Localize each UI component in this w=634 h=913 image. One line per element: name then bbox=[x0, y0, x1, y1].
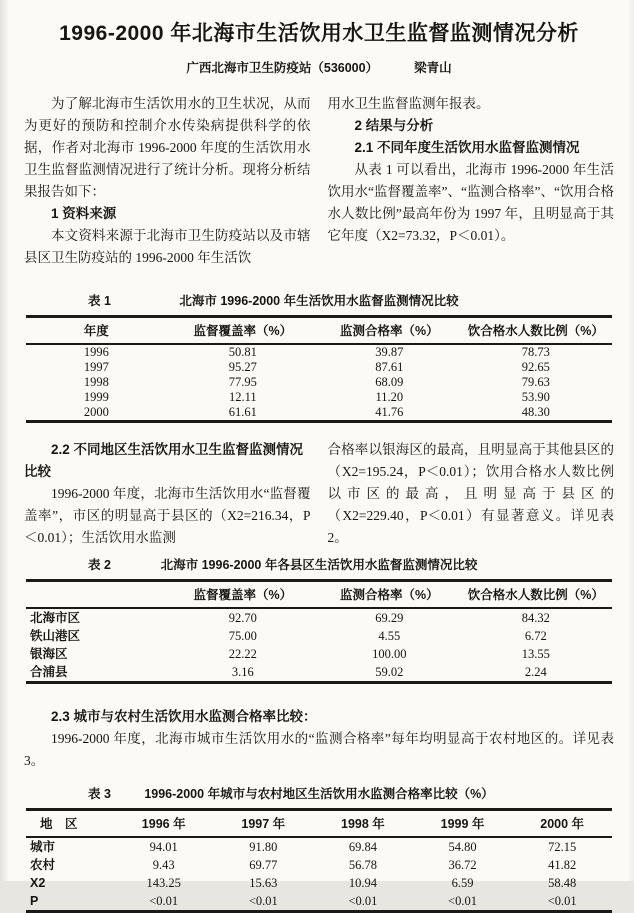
cell-value: 6.72 bbox=[524, 628, 547, 643]
cell-year: 1999 bbox=[83, 390, 109, 404]
table-row bbox=[26, 375, 612, 390]
cell-value: 69.84 bbox=[348, 839, 377, 854]
table1-title: 北海市 1996-2000 年生活饮用水监督监测情况比较 bbox=[179, 294, 459, 308]
table1-header-cell: 饮合格水人数比例（%） bbox=[460, 317, 612, 345]
cell-year: 2000 bbox=[83, 405, 109, 419]
cell-value: 41.82 bbox=[548, 857, 577, 872]
table1-header-cell: 监测合格率（%） bbox=[319, 317, 460, 345]
cell-district: 北海市区 bbox=[30, 610, 81, 625]
table1-label: 表 1 bbox=[88, 294, 111, 308]
table2-header-cell: 监测合格率（%） bbox=[319, 581, 460, 609]
section-2-2-paragraph: 1996-2000 年度，北海市生活饮用水“监督覆盖率”，市区的明显高于县区的（X2=216.34，P＜0.01）；生活饮用水监测 bbox=[24, 486, 311, 545]
cell-value: 41.76 bbox=[375, 405, 404, 419]
table3-header-cell: 地 区 bbox=[26, 810, 114, 838]
table2 bbox=[26, 579, 612, 684]
cell-value: 50.81 bbox=[228, 345, 257, 359]
cell-value: 87.61 bbox=[375, 360, 404, 374]
section-2-1-paragraph: 从表 1 可以看出，北海市 1996-2000 年生活饮用水“监督覆盖率”、“监测合格率”、“饮用合格水人数比例”最高年份为 1997 年，且明显高于其它年度（X2=73.32，P＜0.01）。 bbox=[327, 162, 614, 243]
cell-district: 银海区 bbox=[30, 646, 68, 661]
intro-columns bbox=[24, 93, 614, 269]
table3-header-cell: 1999 年 bbox=[413, 810, 513, 838]
cell-value: 75.00 bbox=[228, 628, 257, 643]
cell-value: 61.61 bbox=[228, 405, 257, 419]
cell-value: <0.01 bbox=[348, 893, 378, 908]
table-row bbox=[26, 608, 612, 627]
cell-value: 92.65 bbox=[521, 360, 550, 374]
table-row bbox=[26, 892, 612, 912]
table2-caption bbox=[26, 557, 612, 573]
table3-title: 1996-2000 年城市与农村地区生活饮用水监测合格率比较（%） bbox=[144, 787, 494, 801]
cell-district: 铁山港区 bbox=[30, 628, 81, 643]
table2-header-row bbox=[26, 581, 612, 609]
cell-value: <0.01 bbox=[448, 893, 477, 908]
table3-label: 表 3 bbox=[88, 787, 111, 801]
page-title: 1996-2000 年北海市生活饮用水卫生监督监测情况分析 bbox=[59, 22, 579, 45]
cell-value: 6.59 bbox=[451, 875, 474, 890]
section-2-2-columns bbox=[24, 439, 614, 549]
cell-year: 1998 bbox=[83, 375, 109, 389]
cell-value: 56.78 bbox=[348, 857, 377, 872]
cell-value: 54.80 bbox=[448, 839, 477, 854]
table1-block bbox=[26, 293, 612, 423]
cell-area: X2 bbox=[30, 875, 46, 890]
cell-value: 2.24 bbox=[524, 664, 547, 679]
cell-value: 48.30 bbox=[521, 405, 550, 419]
cell-value: 15.63 bbox=[249, 875, 278, 890]
table1-caption bbox=[26, 293, 612, 309]
table1 bbox=[26, 315, 612, 423]
cell-value: 78.73 bbox=[521, 345, 550, 359]
table2-header-cell bbox=[26, 581, 167, 609]
cell-district: 合浦县 bbox=[30, 664, 68, 679]
table1-header-cell: 年度 bbox=[26, 317, 167, 345]
cell-area: 农村 bbox=[30, 857, 56, 872]
source-paragraph: 本文资料来源于北海市卫生防疫站以及市辖县区卫生防疫站的 1996-2000 年生活饮 bbox=[24, 228, 311, 265]
cell-value: 10.94 bbox=[348, 875, 377, 890]
section-2-2-paragraph-continuation: 合格率以银海区的最高，且明显高于其他县区的（X2=195.24，P＜0.01）；饮用合格水人数比例以市区的最高，且明显高于县区的（X2=229.40，P＜0.01）有显著意义。详见表 2。 bbox=[327, 442, 614, 545]
table-row bbox=[26, 405, 612, 422]
table1-header-row bbox=[26, 317, 612, 345]
cell-value: 22.22 bbox=[228, 646, 257, 661]
cell-value: 3.16 bbox=[231, 664, 254, 679]
cell-value: 4.55 bbox=[378, 628, 401, 643]
table3-header-row bbox=[26, 810, 612, 838]
table-row bbox=[26, 390, 612, 405]
section-2-3 bbox=[24, 706, 614, 772]
table3-header-cell: 2000 年 bbox=[512, 810, 612, 838]
table2-header-cell: 监督覆盖率（%） bbox=[167, 581, 319, 609]
cell-value: 69.29 bbox=[375, 610, 404, 625]
cell-value: 53.90 bbox=[521, 390, 550, 404]
table3-header-cell: 1997 年 bbox=[214, 810, 314, 838]
table2-label: 表 2 bbox=[88, 558, 111, 572]
table3-caption bbox=[26, 786, 612, 802]
section-heading-2: 2 结果与分析 bbox=[354, 118, 434, 133]
section-heading-1: 1 资料来源 bbox=[51, 206, 117, 221]
cell-value: 91.80 bbox=[249, 839, 278, 854]
cell-value: 13.55 bbox=[521, 646, 550, 661]
section-heading-2-3: 2.3 城市与农村生活饮用水监测合格率比较： bbox=[51, 709, 317, 724]
section-heading-2-2: 2.2 不同地区生活饮用水卫生监督监测情况比较 bbox=[24, 442, 304, 479]
cell-area: P bbox=[30, 893, 39, 908]
cell-value: <0.01 bbox=[149, 893, 179, 908]
cell-value: <0.01 bbox=[248, 893, 278, 908]
cell-value: 72.15 bbox=[548, 839, 577, 854]
table3 bbox=[26, 808, 612, 913]
cell-value: 94.01 bbox=[149, 839, 178, 854]
byline-affiliation: 广西北海市卫生防疫站（536000） bbox=[186, 61, 379, 75]
cell-value: 79.63 bbox=[521, 375, 550, 389]
cell-value: 84.32 bbox=[521, 610, 550, 625]
table-row bbox=[26, 837, 612, 856]
cell-year: 1997 bbox=[83, 360, 109, 374]
cell-value: 36.72 bbox=[448, 857, 477, 872]
table2-header-cell: 饮合格水人数比例（%） bbox=[460, 581, 612, 609]
cell-value: 58.48 bbox=[548, 875, 577, 890]
table2-block bbox=[26, 557, 612, 684]
cell-value: <0.01 bbox=[547, 893, 577, 908]
section-heading-2-1: 2.1 不同年度生活饮用水监督监测情况 bbox=[354, 140, 580, 155]
section-2-2-left-column bbox=[24, 439, 311, 549]
cell-value: 9.43 bbox=[152, 857, 175, 872]
section-2-3-paragraph: 1996-2000 年度，北海市城市生活饮用水的“监测合格率”每年均明显高于农村地区的。详见表 3。 bbox=[24, 731, 614, 768]
source-paragraph-continuation: 用水卫生监督监测年报表。 bbox=[327, 96, 490, 111]
cell-year: 1996 bbox=[83, 345, 109, 359]
cell-value: 12.11 bbox=[228, 390, 257, 404]
table-row bbox=[26, 856, 612, 874]
byline bbox=[24, 58, 614, 76]
cell-value: 59.02 bbox=[375, 664, 404, 679]
cell-value: 95.27 bbox=[228, 360, 257, 374]
cell-value: 143.25 bbox=[146, 875, 181, 890]
table3-block bbox=[26, 786, 612, 913]
table-row bbox=[26, 645, 612, 663]
section-2-2-right-column bbox=[328, 439, 615, 549]
cell-area: 城市 bbox=[30, 839, 56, 854]
table-row bbox=[26, 874, 612, 892]
cell-value: 39.87 bbox=[375, 345, 404, 359]
intro-paragraph: 为了解北海市生活饮用水的卫生状况，从而为更好的预防和控制介水传染病提供科学的依据，作者对北海市 1996-2000 年度的生活饮用水卫生监督监测情况进行了统计分析。现将分析结果报告如下： bbox=[24, 96, 311, 199]
table3-header-cell: 1996 年 bbox=[114, 810, 214, 838]
byline-author: 梁青山 bbox=[414, 61, 452, 75]
table-row bbox=[26, 344, 612, 360]
table2-title: 北海市 1996-2000 年各县区生活饮用水监督监测情况比较 bbox=[160, 558, 478, 572]
cell-value: 68.09 bbox=[375, 375, 404, 389]
table-row bbox=[26, 360, 612, 375]
cell-value: 92.70 bbox=[228, 610, 257, 625]
table3-header-cell: 1998 年 bbox=[313, 810, 413, 838]
intro-left-column bbox=[24, 93, 311, 269]
table-row bbox=[26, 663, 612, 683]
table-row bbox=[26, 627, 612, 645]
cell-value: 77.95 bbox=[228, 375, 257, 389]
intro-right-column bbox=[328, 93, 615, 269]
table1-header-cell: 监督覆盖率（%） bbox=[167, 317, 319, 345]
cell-value: 11.20 bbox=[375, 390, 404, 404]
cell-value: 100.00 bbox=[372, 646, 407, 661]
cell-value: 69.77 bbox=[249, 857, 278, 872]
